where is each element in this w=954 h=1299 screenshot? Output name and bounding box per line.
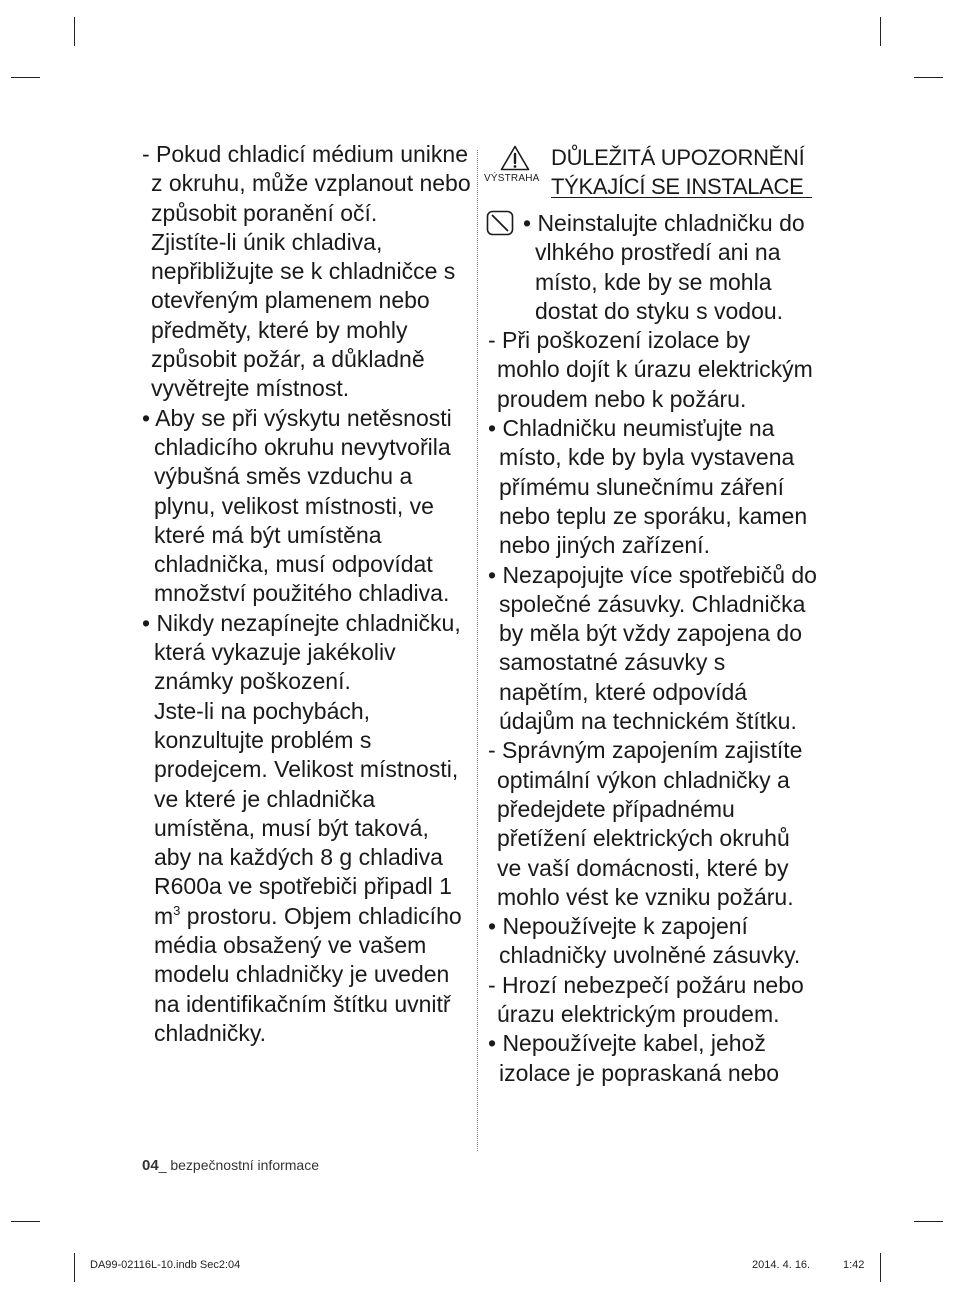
- leak-advice-paragraph: Zjistíte-li únik chladiva, nepřibližujte se k chladničce s otevřeným plamenem nebo předměty, které by mohly způsobit požár, a důkladně vyvětrejte místnost.: [151, 228, 456, 402]
- crop-mark: [11, 1221, 40, 1222]
- section-heading: [551, 143, 804, 201]
- heading-line-1: DŮLEŽITÁ UPOZORNĚNÍ: [551, 145, 805, 170]
- room-size-text-end: prostoru. Objem chladicího média obsažený ve vašem modelu chladničky je uveden na identifikačním štítku uvnitř chladničky.: [154, 902, 462, 1046]
- damaged-unit-bullet: • Nikdy nezapínejte chladničku, která vykazuje jakékoliv známky poškození.: [142, 609, 461, 695]
- crop-mark: [880, 1253, 881, 1282]
- warning-triangle-icon: [500, 145, 530, 171]
- crop-mark: [914, 1221, 943, 1222]
- crop-mark: [11, 77, 40, 78]
- proper-connection-paragraph: - Správným zapojením zajistíte optimální výkon chladničky a předejdete případnému přetížení elektrických okruhů ve vaší domácnosti, které by mohlo vést ke vzniku požáru.: [488, 737, 803, 910]
- loose-socket-bullet: • Nepoužívejte k zapojení chladničky uvolněné zásuvky.: [488, 913, 801, 969]
- humid-environment-text: • Neinstalujte chladničku do vlhkého prostředí ani na místo, kde by se mohla dostat do styku s vodou.: [523, 210, 805, 324]
- humid-environment-bullet: [488, 209, 818, 326]
- column-divider: [477, 150, 478, 1151]
- crop-mark: [74, 17, 75, 46]
- crop-mark: [914, 77, 943, 78]
- room-size-paragraph: [142, 697, 472, 1049]
- left-column: [142, 140, 472, 1048]
- room-size-text: Jste-li na pochybách, konzultujte problém s prodejcem. Velikost místnosti, ve které je chladnička umístěna, musí být taková, aby na každých 8 g chladiva R600a ve spotřebiči připadl 1 m: [154, 697, 459, 929]
- right-column: [488, 209, 818, 1088]
- explosive-mix-bullet: • Aby se při výskytu netěsnosti chladicího okruhu nevytvořila výbušná směs vzduchu a plynu, velikost místnosti, ve které má být umístěna chladnička, musí odpovídat množství použitého chladiva.: [142, 404, 452, 607]
- sunlight-bullet: • Chladničku neumisťujte na místo, kde by byla vystavena přímému slunečnímu záření nebo teplu ze sporáku, kamen nebo jiných zařízení.: [488, 415, 808, 559]
- crop-mark: [880, 17, 881, 46]
- slug-time: 1:42: [843, 1259, 865, 1271]
- section-name: _ bezpečnostní informace: [158, 1157, 320, 1173]
- page-footer: [142, 1157, 319, 1174]
- shared-socket-bullet: • Nezapojujte více spotřebičů do společné zásuvky. Chladnička by měla být vždy zapojena do samostatné zásuvky s napětím, které odpovídá údajům na technickém štítku.: [488, 561, 817, 735]
- slug-file: DA99-02116L-10.indb Sec2:04: [90, 1259, 241, 1271]
- cracked-cable-bullet: • Nepoužívejte kabel, jehož izolace je popraskaná nebo: [488, 1030, 780, 1086]
- heading-line-2: TÝKAJÍCÍ SE INSTALACE: [551, 174, 804, 199]
- warning-sign: [484, 143, 544, 191]
- warning-header: [484, 143, 812, 199]
- fire-risk-paragraph: - Hrozí nebezpečí požáru nebo úrazu elektrickým proudem.: [488, 971, 804, 1028]
- page-number: 04: [142, 1157, 159, 1174]
- crop-mark: [74, 1253, 75, 1282]
- warning-label: VÝSTRAHA: [484, 173, 540, 184]
- heading-underline: [551, 197, 812, 198]
- superscript: 3: [173, 902, 181, 918]
- refrigerant-leak-paragraph: - Pokud chladicí médium unikne z okruhu, může vzplanout nebo způsobit poranění očí.: [142, 141, 471, 226]
- insulation-damage-paragraph: - Při poškození izolace by mohlo dojít k úrazu elektrickým proudem nebo k požáru.: [488, 327, 813, 412]
- slug-date: 2014. 4. 16.: [752, 1259, 811, 1271]
